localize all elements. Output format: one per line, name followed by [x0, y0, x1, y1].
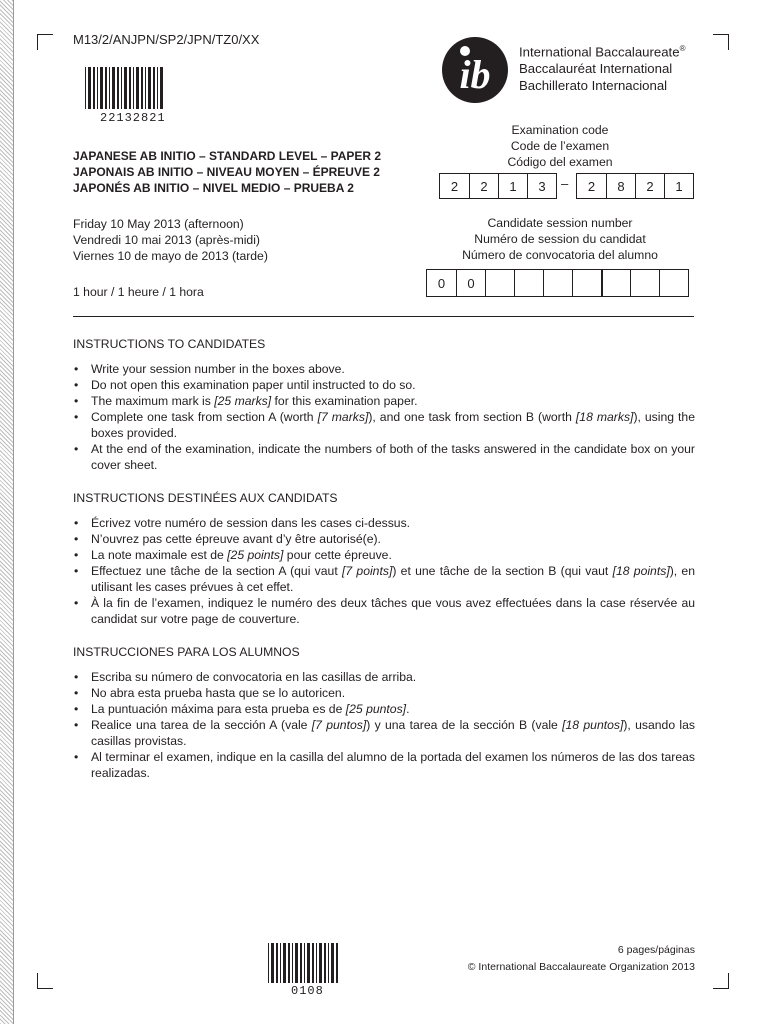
exam-code-digit: 2	[635, 174, 664, 198]
instruction-text: ), usando las casillas provistas.	[91, 718, 695, 748]
marks-value: [18 points]	[612, 564, 670, 578]
exam-code-label-en: Examination code	[511, 123, 609, 137]
barcode-top-number: 22132821	[100, 111, 166, 125]
instructions-en	[73, 337, 695, 473]
instruction-text: Do not open this examination paper until instructed to do so.	[91, 378, 416, 392]
instruction-text: Realice una tarea de la sección A (vale	[91, 718, 312, 732]
title-en: JAPANESE AB INITIO – STANDARD LEVEL – PAPER 2	[73, 149, 382, 163]
barcode-bar	[331, 943, 334, 983]
instruction-text: No abra esta prueba hasta que se lo autoricen.	[91, 686, 346, 700]
instruction-item	[73, 393, 695, 409]
candidate-session-label-en: Candidate session number	[487, 216, 633, 230]
marks-value: [25 puntos]	[345, 702, 407, 716]
barcode-bar	[88, 67, 91, 109]
barcode-bar	[129, 67, 131, 109]
barcode-bar	[105, 67, 107, 109]
instruction-item	[73, 669, 695, 685]
instructions-en-title: INSTRUCTIONS TO CANDIDATES	[73, 337, 266, 351]
candidate-session-digit[interactable]	[514, 270, 543, 296]
instruction-item	[73, 515, 695, 531]
barcode-bar	[283, 943, 286, 983]
barcode-bar	[153, 67, 155, 109]
barcode-top	[85, 67, 167, 109]
candidate-session-digit[interactable]: 0	[456, 270, 485, 296]
barcode-bar	[312, 943, 314, 983]
logo-text: ib	[459, 52, 491, 97]
exam-code-boxes-part2	[576, 173, 694, 199]
exam-code-digit: 2	[469, 174, 498, 198]
instruction-item	[73, 531, 695, 547]
marks-value: [7 points]	[341, 564, 393, 578]
instruction-item	[73, 441, 695, 473]
marks-value: [25 points]	[227, 548, 284, 562]
instruction-text: The maximum mark is	[91, 394, 215, 408]
exam-code-digit: 3	[527, 174, 556, 198]
barcode-bar	[307, 943, 310, 983]
candidate-session-digit[interactable]	[659, 270, 688, 296]
candidate-session-label	[427, 215, 693, 263]
candidate-session-label-es: Número de convocatoria del alumno	[462, 248, 658, 262]
paper-titles	[73, 148, 381, 196]
title-fr: JAPONAIS AB INITIO – NIVEAU MOYEN – ÉPREUVE 2	[73, 165, 380, 179]
perforated-margin	[0, 0, 14, 1024]
exam-code-label-fr: Code de l’examen	[510, 139, 610, 153]
instructions-fr-title: INSTRUCTIONS DESTINÉES AUX CANDIDATS	[73, 491, 338, 505]
candidate-session-boxes	[426, 269, 689, 297]
instruction-text: ), en utilisant les cases prévues à cet effet.	[91, 564, 695, 594]
barcode-bottom-number: 0108	[291, 984, 324, 998]
barcode-bar	[304, 943, 305, 983]
instructions-fr	[73, 491, 695, 627]
barcode-bar	[117, 67, 119, 109]
crop-mark-bottom-left	[37, 973, 53, 989]
barcode-bar	[316, 943, 317, 983]
barcode-bar	[141, 67, 143, 109]
exam-code-digit: 1	[498, 174, 527, 198]
barcode-bar	[295, 943, 298, 983]
barcode-bar	[328, 943, 329, 983]
instruction-item	[73, 717, 695, 749]
barcode-bar	[268, 943, 269, 983]
instruction-item	[73, 361, 695, 377]
instruction-item	[73, 595, 695, 627]
instruction-text: Écrivez votre numéro de session dans les cases ci-dessus.	[91, 516, 411, 530]
page-count: 6 pages/páginas	[617, 944, 695, 956]
instruction-text: N’ouvrez pas cette épreuve avant d’y être autorisé(e).	[91, 532, 381, 546]
exam-code-digit: 2	[587, 178, 596, 194]
barcode-bar	[85, 67, 86, 109]
exam-duration: 1 hour / 1 heure / 1 hora	[73, 285, 204, 299]
barcode-bar	[288, 943, 290, 983]
barcode-bar	[136, 67, 139, 109]
instructions-fr-list	[73, 515, 695, 627]
footer	[468, 942, 695, 976]
instructions-es-list	[73, 669, 695, 781]
org-name-fr: Baccalauréat International	[519, 61, 673, 77]
instruction-item	[73, 547, 695, 563]
candidate-session-digit[interactable]	[601, 270, 630, 296]
barcode-bar	[271, 943, 274, 983]
barcode-bar	[157, 67, 158, 109]
barcode-bar	[109, 67, 110, 109]
instructions-en-list	[73, 361, 695, 473]
crop-mark-bottom-right	[713, 973, 729, 989]
barcode-bar	[276, 943, 278, 983]
barcode-bar	[97, 67, 98, 109]
barcode-bar	[121, 67, 122, 109]
instruction-text: Complete one task from section A (worth	[91, 410, 318, 424]
barcode-bar	[148, 67, 151, 109]
instruction-text: ), using the boxes provided.	[91, 410, 695, 440]
candidate-session-digit[interactable]	[543, 270, 572, 296]
date-es: Viernes 10 de mayo de 2013 (tarde)	[73, 249, 268, 263]
instruction-text: ) y una tarea de la sección B (vale	[366, 718, 563, 732]
instruction-item	[73, 409, 695, 441]
candidate-session-digit[interactable]	[572, 270, 601, 296]
instruction-text: Write your session number in the boxes above.	[91, 362, 345, 376]
date-en: Friday 10 May 2013 (afternoon)	[73, 217, 244, 231]
crop-mark-top-right	[713, 34, 729, 50]
instruction-item	[73, 377, 695, 393]
exam-code-separator: –	[561, 176, 569, 191]
instruction-item	[73, 749, 695, 781]
instruction-item	[73, 701, 695, 717]
instruction-text: Effectuez une tâche de la section A (qui vaut	[91, 564, 342, 578]
instruction-text: At the end of the examination, indicate the numbers of both of the tasks answered in the candidate box on your cover sheet.	[91, 442, 695, 472]
exam-code-label	[427, 122, 693, 170]
instructions-es	[73, 645, 695, 781]
instruction-text: Escriba su número de convocatoria en las casillas de arriba.	[91, 670, 417, 684]
barcode-bar	[280, 943, 281, 983]
barcode-bar	[292, 943, 293, 983]
divider-rule	[73, 316, 694, 317]
barcode-bar	[100, 67, 103, 109]
organization-names	[519, 40, 685, 94]
instruction-text: pour cette épreuve.	[283, 548, 392, 562]
instruction-text: La puntuación máxima para esta prueba es de	[91, 702, 346, 716]
exam-dates	[73, 216, 268, 264]
title-es: JAPONÉS AB INITIO – NIVEL MEDIO – PRUEBA 2	[73, 181, 354, 195]
barcode-bar	[112, 67, 115, 109]
marks-value: [18 marks]	[575, 410, 634, 424]
instruction-text: .	[406, 702, 410, 716]
marks-value: [18 puntos]	[562, 718, 624, 732]
marks-value: [7 puntos]	[311, 718, 367, 732]
exam-code-digit: 1	[664, 174, 693, 198]
instructions-es-title: INSTRUCCIONES PARA LOS ALUMNOS	[73, 645, 300, 659]
instruction-text: La note maximale est de	[91, 548, 228, 562]
barcode-bottom	[268, 943, 340, 983]
instruction-text: À la fin de l’examen, indiquez le numéro des deux tâches que vous avez effectuées dans la case réservée au candidat sur votre page de couverture.	[91, 596, 695, 626]
barcode-bar	[145, 67, 146, 109]
exam-code-boxes-part1	[439, 173, 557, 199]
barcode-bar	[300, 943, 302, 983]
barcode-bar	[319, 943, 322, 983]
copyright: © International Baccalaureate Organization 2013	[467, 961, 695, 973]
registered-mark: ®	[679, 44, 686, 53]
candidate-session-digit[interactable]	[485, 270, 514, 296]
exam-code-digit: 2	[450, 178, 459, 194]
exam-code-label-es: Código del examen	[507, 155, 613, 169]
barcode-bar	[324, 943, 326, 983]
org-name-es: Bachillerato Internacional	[519, 78, 668, 94]
exam-code-digit: 8	[606, 174, 635, 198]
date-fr: Vendredi 10 mai 2013 (après-midi)	[73, 233, 260, 247]
barcode-bar	[160, 67, 163, 109]
instruction-item	[73, 563, 695, 595]
instruction-text: ), and one task from section B (worth	[368, 410, 576, 424]
org-name-en: International Baccalaureate	[519, 44, 680, 60]
instruction-text: for this examination paper.	[271, 394, 418, 408]
crop-mark-top-left	[37, 34, 53, 50]
barcode-bar	[133, 67, 134, 109]
barcode-bar	[336, 943, 338, 983]
marks-value: [25 marks]	[214, 394, 272, 408]
marks-value: [7 marks]	[317, 410, 369, 424]
barcode-bar	[124, 67, 127, 109]
candidate-session-label-fr: Numéro de session du candidat	[474, 232, 646, 246]
instruction-item	[73, 685, 695, 701]
paper-code: M13/2/ANJPN/SP2/JPN/TZ0/XX	[73, 32, 260, 47]
instruction-text: Al terminar el examen, indique en la casilla del alumno de la portada del examen los números de las dos tareas realizadas.	[91, 750, 695, 780]
barcode-bar	[93, 67, 95, 109]
candidate-session-digit[interactable]: 0	[437, 275, 446, 291]
ib-logo	[441, 36, 509, 104]
candidate-session-digit[interactable]	[630, 270, 659, 296]
instruction-text: ) et une tâche de la section B (qui vaut	[392, 564, 613, 578]
